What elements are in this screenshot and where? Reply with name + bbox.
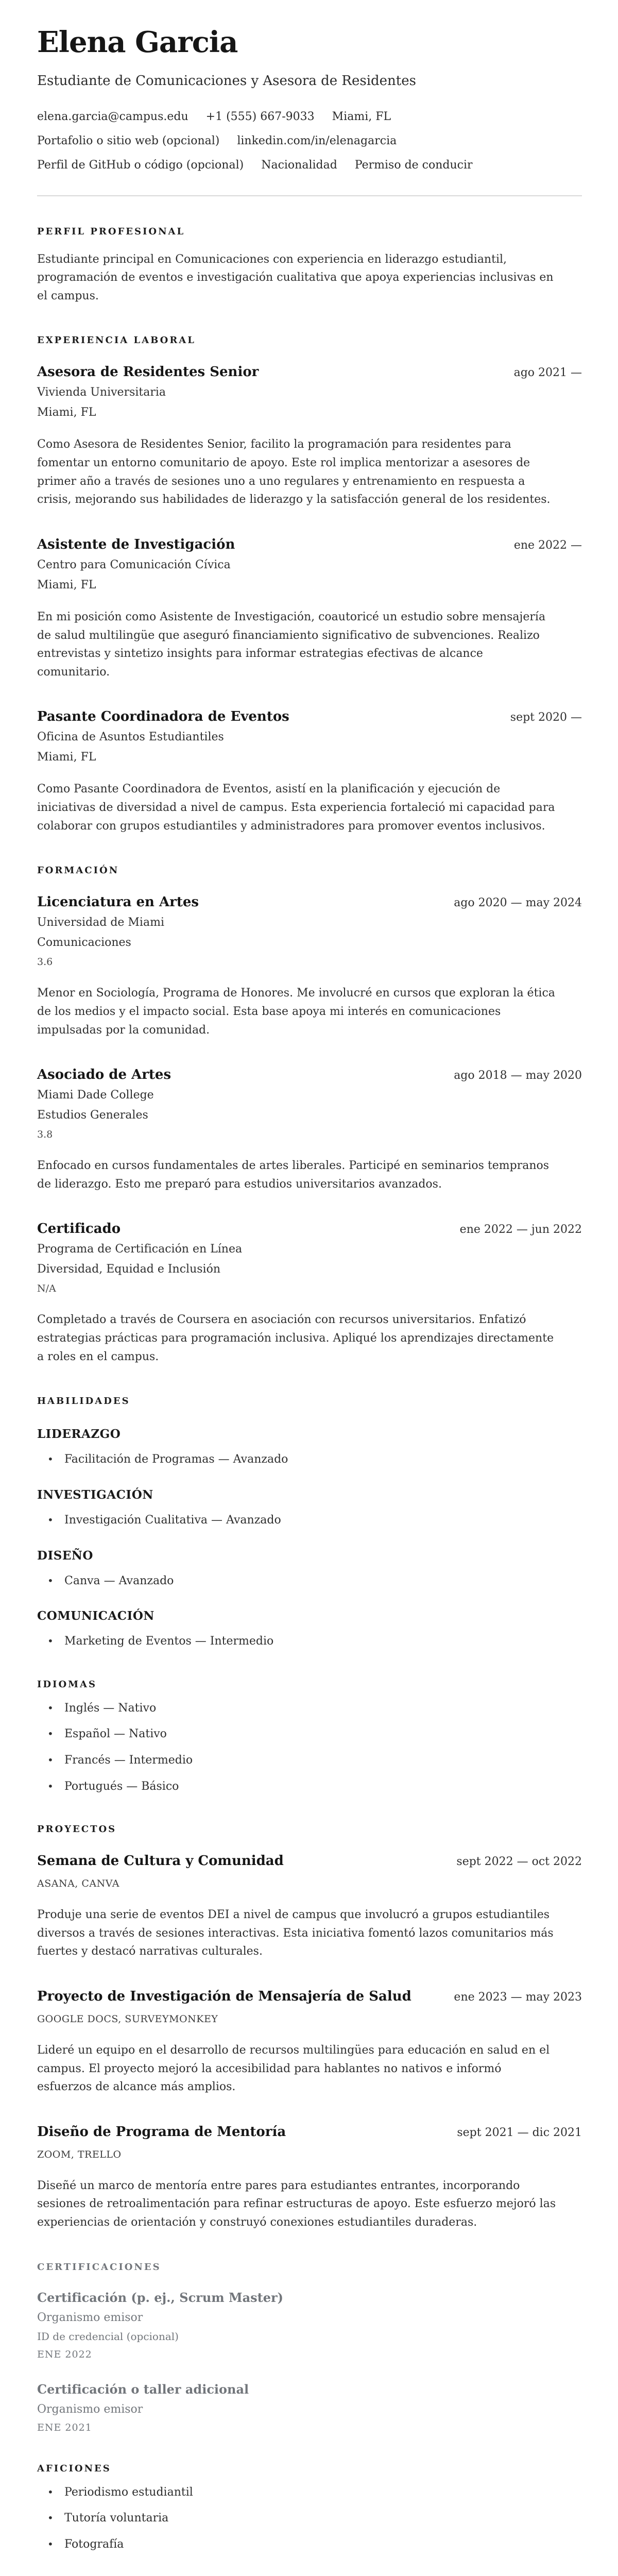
school-name: Miami Dade College	[37, 1089, 154, 1102]
skill-group-leadership	[37, 1427, 582, 1467]
certification-name: Certificación o taller adicional	[37, 2381, 249, 2397]
section-languages	[37, 1679, 582, 1794]
education-description: Completado a través de Coursera en asociación con recursos universitarios. Enfatizó estrategias prácticas para programación inclusiva. Apliqué los aprendizajes directamente a roles en el campus.	[37, 1313, 554, 1363]
degree-title: Asociado de Artes	[37, 1067, 171, 1083]
skills-heading: HABILIDADES	[37, 1396, 130, 1407]
experience-entry	[37, 364, 582, 509]
contact-location: Miami, FL	[332, 110, 391, 123]
project-tools: GOOGLE DOCS, SURVEYMONKEY	[37, 2013, 218, 2025]
hobby-item: • Periodismo estudiantil	[37, 2485, 582, 2500]
project-entry	[37, 2124, 582, 2232]
contact-nationality: Nacionalidad	[261, 158, 337, 172]
education-description: Enfocado en cursos fundamentales de artes liberales. Participé en seminarios tempranos de liderazgo. Esto me preparó para estudios universitarios avanzados.	[37, 1159, 550, 1191]
section-certifications	[37, 2262, 582, 2433]
section-profile	[37, 226, 582, 306]
education-description: Menor en Sociología, Programa de Honores. Me involucré en cursos que exploran la ética de los medios y el impacto social. Esta base apoya mi interés en comunicaciones impulsadas por la comunidad.	[37, 987, 555, 1037]
skill-group-design	[37, 1549, 582, 1589]
degree-title: Licenciatura en Artes	[37, 894, 199, 910]
job-company: Vivienda Universitaria	[37, 386, 166, 399]
skill-group-name: DISEÑO	[37, 1548, 93, 1563]
language-item: • Portugués — Básico	[37, 1780, 582, 1794]
skill-list	[37, 1513, 582, 1528]
entry-head	[37, 364, 582, 380]
contact-phone: +1 (555) 667-9033	[205, 110, 315, 123]
skill-item: • Marketing de Eventos — Intermedio	[37, 1634, 582, 1649]
person-headline: Estudiante de Comunicaciones y Asesora de Residentes	[37, 73, 416, 89]
project-tools: ASANA, CANVA	[37, 1878, 119, 1890]
hobby-list	[37, 2485, 582, 2552]
job-dates: ene 2022 —	[513, 538, 582, 552]
education-entry	[37, 894, 582, 1039]
hobbies-heading: AFICIONES	[37, 2463, 111, 2474]
job-location: Miami, FL	[37, 751, 96, 764]
resume-header	[37, 27, 582, 172]
project-dates: ene 2023 — may 2023	[454, 1990, 582, 2004]
language-item: • Francés — Intermedio	[37, 1753, 582, 1768]
section-hobbies	[37, 2463, 582, 2552]
certification-date: ENE 2021	[37, 2421, 92, 2433]
job-location: Miami, FL	[37, 406, 96, 419]
skill-item: • Investigación Cualitativa — Avanzado	[37, 1513, 582, 1528]
entry-head	[37, 894, 582, 910]
job-dates: sept 2020 —	[510, 711, 582, 724]
job-dates: ago 2021 —	[513, 366, 582, 380]
education-dates: ago 2018 — may 2020	[454, 1069, 582, 1082]
skill-list	[37, 1574, 582, 1589]
project-title: Semana de Cultura y Comunidad	[37, 1853, 284, 1869]
project-description: Diseñé un marco de mentoría entre pares para estudiantes entrantes, incorporando sesiones de retroalimentación para refinar estructuras de apoyo. Este esfuerzo mejoró las experiencias de orientación y construyó conexiones estudiantiles duraderas.	[37, 2179, 556, 2229]
degree-title: Certificado	[37, 1221, 121, 1237]
certification-date: ENE 2022	[37, 2348, 92, 2360]
header-divider	[37, 195, 582, 196]
experience-heading: EXPERIENCIA LABORAL	[37, 335, 196, 346]
school-name: Universidad de Miami	[37, 916, 164, 929]
section-education	[37, 865, 582, 1366]
skill-group-name: INVESTIGACIÓN	[37, 1487, 153, 1502]
entry-head	[37, 537, 582, 552]
job-company: Oficina de Asuntos Estudiantiles	[37, 731, 224, 744]
contact-driving-license: Permiso de conducir	[354, 158, 473, 172]
profile-text: Estudiante principal en Comunicaciones con experiencia en liderazgo estudiantil, programación de eventos e investigación cualitativa que apoya experiencias inclusivas en el campus.	[37, 252, 554, 302]
field-of-study: Comunicaciones	[37, 936, 131, 950]
job-title: Asistente de Investigación	[37, 536, 235, 552]
skill-item: • Facilitación de Programas — Avanzado	[37, 1452, 582, 1467]
entry-head	[37, 1989, 582, 2004]
education-dates: ene 2022 — jun 2022	[459, 1223, 582, 1236]
entry-head	[37, 709, 582, 724]
job-company: Centro para Comunicación Cívica	[37, 558, 231, 571]
certification-issuer: Organismo emisor	[37, 2402, 143, 2416]
section-projects	[37, 1824, 582, 2232]
section-experience	[37, 335, 582, 835]
education-heading: FORMACIÓN	[37, 865, 119, 876]
field-of-study: Estudios Generales	[37, 1109, 148, 1122]
gpa-value: N/A	[37, 1283, 56, 1295]
job-description: En mi posición como Asistente de Investigación, coautoricé un estudio sobre mensajería de salud multilingüe que aseguró financiamiento significativo de subvenciones. Realizo entrevistas y sintetizo insights para informar estrategias efectivas de alcance comunitario.	[37, 610, 546, 679]
education-entry	[37, 1067, 582, 1193]
gpa-value: 3.8	[37, 1129, 53, 1141]
skill-group-communication	[37, 1609, 582, 1649]
field-of-study: Diversidad, Equidad e Inclusión	[37, 1263, 220, 1276]
contact-portfolio: Portafolio o sitio web (opcional)	[37, 134, 220, 147]
skill-group-name: COMUNICACIÓN	[37, 1609, 154, 1623]
entry-head	[37, 1853, 582, 1869]
certification-issuer: Organismo emisor	[37, 2311, 143, 2324]
project-dates: sept 2021 — dic 2021	[457, 2126, 582, 2139]
certification-name: Certificación (p. ej., Scrum Master)	[37, 2290, 284, 2305]
projects-heading: PROYECTOS	[37, 1824, 117, 1835]
language-item: • Inglés — Nativo	[37, 1701, 582, 1716]
skill-list	[37, 1634, 582, 1649]
language-item: • Español — Nativo	[37, 1727, 582, 1742]
person-name: Elena Garcia	[37, 25, 238, 59]
project-title: Proyecto de Investigación de Mensajería de Salud	[37, 1988, 411, 2004]
project-title: Diseño de Programa de Mentoría	[37, 2124, 286, 2140]
education-dates: ago 2020 — may 2024	[454, 896, 582, 910]
languages-heading: IDIOMAS	[37, 1679, 97, 1690]
certification-entry	[37, 2290, 582, 2360]
project-description: Produje una serie de eventos DEI a nivel de campus que involucró a grupos estudiantiles diversos a través de sesiones interactivas. Esta iniciativa fomentó lazos comunitarios más fuertes y destacó narrativas culturales.	[37, 1908, 554, 1958]
experience-entry	[37, 709, 582, 835]
job-description: Como Asesora de Residentes Senior, facilito la programación para residentes para fomentar un entorno comunitario de apoyo. Este rol implica mentorizar a asesores de primer año a través de sesiones uno a uno regulares y entrenamiento en respuesta a crisis, mejorando sus habilidades de liderazgo y la satisfacción general de los residentes.	[37, 438, 551, 506]
job-location: Miami, FL	[37, 578, 96, 591]
job-title: Pasante Coordinadora de Eventos	[37, 709, 289, 725]
hobby-item: • Fotografía	[37, 2537, 582, 2552]
entry-head	[37, 1067, 582, 1082]
certification-credential-id: ID de credencial (opcional)	[37, 2330, 179, 2343]
contact-linkedin: linkedin.com/in/elenagarcia	[237, 134, 397, 147]
skill-group-research	[37, 1488, 582, 1528]
project-entry	[37, 1989, 582, 2096]
certifications-heading: CERTIFICACIONES	[37, 2261, 161, 2273]
hobby-item: • Tutoría voluntaria	[37, 2511, 582, 2526]
school-name: Programa de Certificación en Línea	[37, 1243, 243, 1256]
certification-entry	[37, 2382, 582, 2433]
project-entry	[37, 1853, 582, 1961]
skill-group-name: LIDERAZGO	[37, 1427, 121, 1442]
project-description: Lideré un equipo en el desarrollo de recursos multilingües para educación en salud en el campus. El proyecto mejoró la accesibilidad para hablantes no nativos e informó esfuerzos de alcance más amplios.	[37, 2043, 550, 2094]
project-dates: sept 2022 — oct 2022	[456, 1855, 582, 1869]
job-title: Asesora de Residentes Senior	[37, 364, 259, 380]
education-entry	[37, 1221, 582, 1366]
job-description: Como Pasante Coordinadora de Eventos, asistí en la planificación y ejecución de iniciativas de diversidad a nivel de campus. Esta experiencia fortaleció mi capacidad para colaborar con grupos estudiantiles y administradores para promover eventos inclusivos.	[37, 783, 555, 833]
contact-email: elena.garcia@campus.edu	[37, 110, 188, 123]
skill-item: • Canva — Avanzado	[37, 1574, 582, 1589]
experience-entry	[37, 537, 582, 682]
skill-list	[37, 1452, 582, 1467]
profile-heading: PERFIL PROFESIONAL	[37, 226, 185, 237]
contact-info	[37, 110, 582, 172]
project-tools: ZOOM, TRELLO	[37, 2148, 122, 2160]
section-skills	[37, 1396, 582, 1649]
language-list	[37, 1701, 582, 1794]
entry-head	[37, 1221, 582, 1236]
gpa-value: 3.6	[37, 956, 53, 968]
entry-head	[37, 2124, 582, 2140]
contact-github: Perfil de GitHub o código (opcional)	[37, 158, 244, 172]
